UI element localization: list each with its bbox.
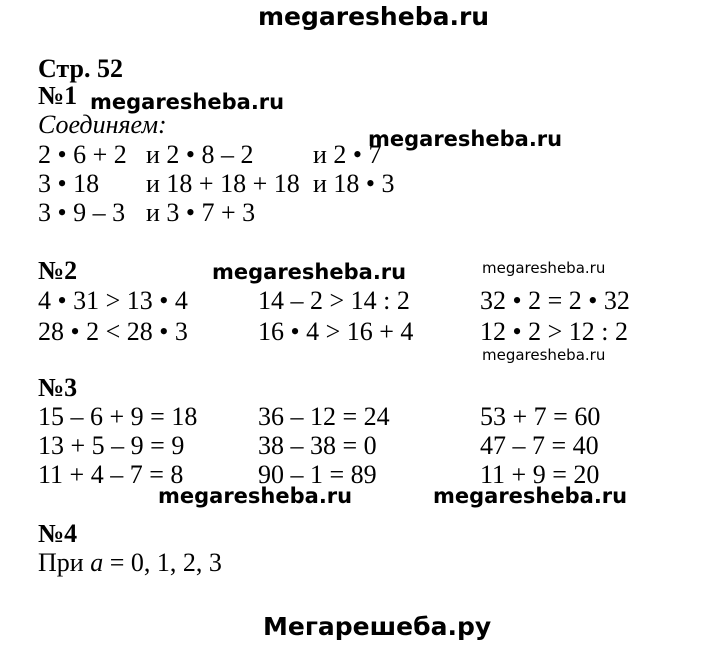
task3-cell: 11 + 4 – 7 = 8 bbox=[38, 460, 184, 489]
task1-cell: и 18 + 18 + 18 bbox=[146, 169, 300, 198]
task3-cell: 90 – 1 = 89 bbox=[258, 460, 377, 489]
watermark: megaresheba.ru bbox=[212, 260, 407, 284]
task1-cell: и 3 • 7 + 3 bbox=[146, 198, 256, 227]
task4-prefix: При bbox=[38, 548, 91, 577]
task4-label: №4 bbox=[38, 519, 78, 548]
task4-variable: a bbox=[90, 548, 104, 577]
task1-cell: 3 • 18 bbox=[38, 169, 100, 198]
task3-cell: 53 + 7 = 60 bbox=[480, 402, 601, 431]
site-footer: Мегарешеба.ру bbox=[263, 612, 492, 641]
task1-cell: 2 • 6 + 2 bbox=[38, 140, 127, 169]
task2-cell: 12 • 2 > 12 : 2 bbox=[480, 317, 628, 346]
task1-cell: и 18 • 3 bbox=[313, 169, 395, 198]
task1-cell: 3 • 9 – 3 bbox=[38, 198, 126, 227]
task2-cell: 16 • 4 > 16 + 4 bbox=[258, 317, 414, 346]
task3-cell: 47 – 7 = 40 bbox=[480, 431, 599, 460]
task2-cell: 14 – 2 > 14 : 2 bbox=[258, 286, 410, 315]
task4-suffix: = 0, 1, 2, 3 bbox=[103, 548, 222, 577]
task2-label: №2 bbox=[38, 256, 78, 285]
task1-intro: Соединяем: bbox=[38, 110, 167, 139]
task3-cell: 36 – 12 = 24 bbox=[258, 402, 390, 431]
task1-label: №1 bbox=[38, 81, 78, 110]
task3-cell: 38 – 38 = 0 bbox=[258, 431, 377, 460]
site-header: megaresheba.ru bbox=[258, 2, 490, 31]
task1-cell: и 2 • 8 – 2 bbox=[146, 140, 254, 169]
task2-cell: 4 • 31 > 13 • 4 bbox=[38, 286, 188, 315]
task3-cell: 11 + 9 = 20 bbox=[480, 460, 600, 489]
watermark: megaresheba.ru bbox=[482, 259, 606, 277]
task2-cell: 32 • 2 = 2 • 32 bbox=[480, 286, 630, 315]
task3-label: №3 bbox=[38, 373, 78, 402]
watermark: megaresheba.ru bbox=[433, 484, 628, 508]
page-title: Стр. 52 bbox=[38, 54, 123, 83]
task3-cell: 13 + 5 – 9 = 9 bbox=[38, 431, 185, 460]
watermark: megaresheba.ru bbox=[482, 346, 606, 364]
task4-text bbox=[38, 550, 222, 576]
task1-cell: и 2 • 7 bbox=[313, 140, 382, 169]
watermark: megaresheba.ru bbox=[158, 484, 353, 508]
task2-cell: 28 • 2 < 28 • 3 bbox=[38, 317, 188, 346]
watermark: megaresheba.ru bbox=[368, 127, 563, 151]
watermark: megaresheba.ru bbox=[90, 90, 285, 114]
task3-cell: 15 – 6 + 9 = 18 bbox=[38, 402, 198, 431]
